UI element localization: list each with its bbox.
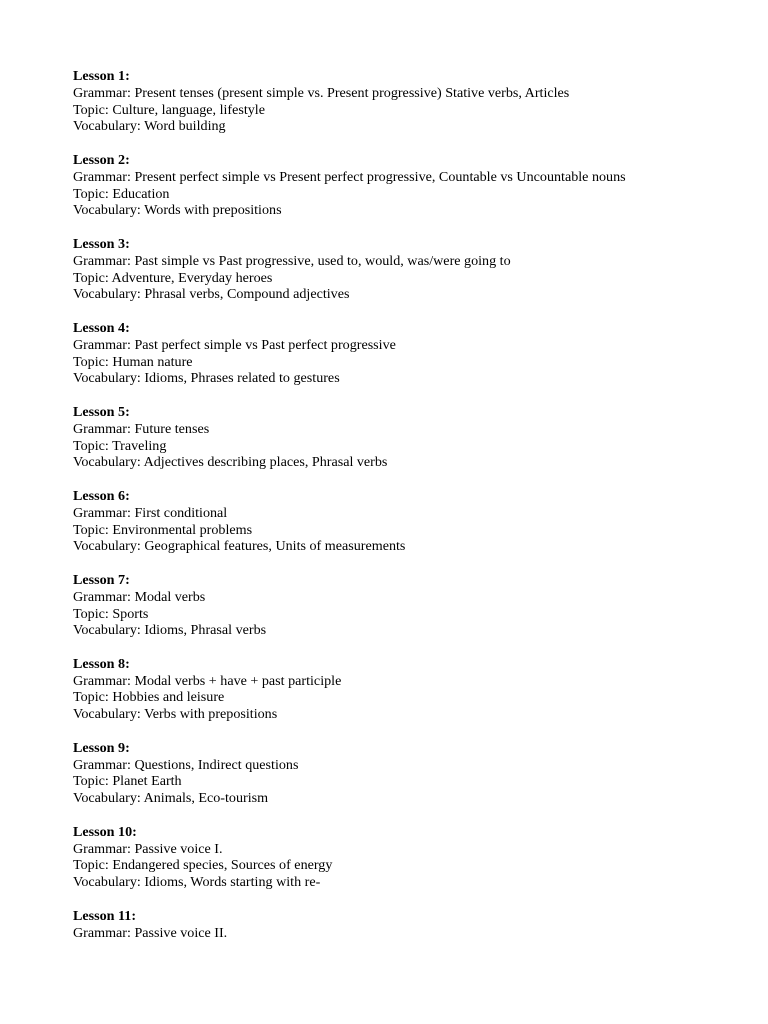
- lesson-detail-line: Grammar: Past perfect simple vs Past perfect progressive: [73, 336, 396, 353]
- lesson-detail-line: Grammar: Modal verbs: [73, 588, 206, 605]
- lesson-detail-line: Vocabulary: Geographical features, Units of measurements: [73, 538, 406, 555]
- lesson-detail-line: Topic: Hobbies and leisure: [73, 689, 225, 706]
- lesson-block: [73, 236, 733, 303]
- lesson-block: [73, 572, 733, 639]
- lesson-block: [73, 404, 733, 471]
- lesson-detail-line: Grammar: Questions, Indirect questions: [73, 756, 299, 773]
- document-page: [73, 68, 733, 958]
- lesson-detail-line: Vocabulary: Idioms, Phrases related to gestures: [73, 370, 340, 387]
- lesson-detail-line: Vocabulary: Animals, Eco-tourism: [73, 790, 269, 807]
- lesson-detail-line: Topic: Culture, language, lifestyle: [73, 101, 265, 118]
- lesson-detail-line: Grammar: Passive voice I.: [73, 840, 223, 857]
- lesson-block: [73, 68, 733, 135]
- lesson-detail-line: Vocabulary: Idioms, Words starting with re-: [73, 874, 321, 891]
- lesson-title: Lesson 5:: [73, 403, 130, 420]
- lesson-block: [73, 824, 733, 891]
- lesson-title: Lesson 2:: [73, 151, 130, 168]
- lesson-detail-line: Vocabulary: Words with prepositions: [73, 202, 282, 219]
- lesson-title: Lesson 7:: [73, 571, 130, 588]
- lesson-block: [73, 320, 733, 387]
- lesson-title: Lesson 11:: [73, 907, 137, 924]
- lesson-title: Lesson 4:: [73, 319, 130, 336]
- lesson-detail-line: Grammar: Modal verbs + have + past participle: [73, 672, 342, 689]
- lesson-detail-line: Grammar: Passive voice II.: [73, 924, 228, 941]
- lesson-block: [73, 656, 733, 723]
- lesson-detail-line: Grammar: First conditional: [73, 504, 228, 521]
- lesson-detail-line: Topic: Traveling: [73, 437, 167, 454]
- lesson-detail-line: Topic: Planet Earth: [73, 773, 182, 790]
- lesson-detail-line: Topic: Human nature: [73, 353, 193, 370]
- lesson-detail-line: Grammar: Future tenses: [73, 420, 210, 437]
- lesson-title: Lesson 10:: [73, 823, 137, 840]
- lesson-detail-line: Topic: Education: [73, 185, 170, 202]
- lesson-detail-line: Grammar: Present perfect simple vs Present perfect progressive, Countable vs Uncountable nouns: [73, 168, 626, 185]
- lesson-detail-line: Topic: Adventure, Everyday heroes: [73, 269, 273, 286]
- lesson-block: [73, 740, 733, 807]
- lesson-detail-line: Vocabulary: Phrasal verbs, Compound adjectives: [73, 286, 350, 303]
- lesson-detail-line: Topic: Endangered species, Sources of energy: [73, 857, 333, 874]
- lesson-title: Lesson 6:: [73, 487, 130, 504]
- lesson-block: [73, 908, 733, 942]
- lesson-detail-line: Vocabulary: Adjectives describing places, Phrasal verbs: [73, 454, 388, 471]
- lesson-title: Lesson 8:: [73, 655, 130, 672]
- lesson-detail-line: Topic: Sports: [73, 605, 149, 622]
- lesson-block: [73, 488, 733, 555]
- lesson-title: Lesson 9:: [73, 739, 130, 756]
- lesson-detail-line: Vocabulary: Verbs with prepositions: [73, 706, 278, 723]
- lesson-detail-line: Topic: Environmental problems: [73, 521, 253, 538]
- lesson-detail-line: Grammar: Past simple vs Past progressive, used to, would, was/were going to: [73, 252, 511, 269]
- lesson-block: [73, 152, 733, 219]
- lesson-detail-line: Vocabulary: Idioms, Phrasal verbs: [73, 622, 267, 639]
- lesson-title: Lesson 1:: [73, 68, 130, 84]
- lesson-detail-line: Vocabulary: Word building: [73, 118, 226, 135]
- lesson-detail-line: Grammar: Present tenses (present simple vs. Present progressive) Stative verbs, Articles: [73, 84, 570, 101]
- lesson-title: Lesson 3:: [73, 235, 130, 252]
